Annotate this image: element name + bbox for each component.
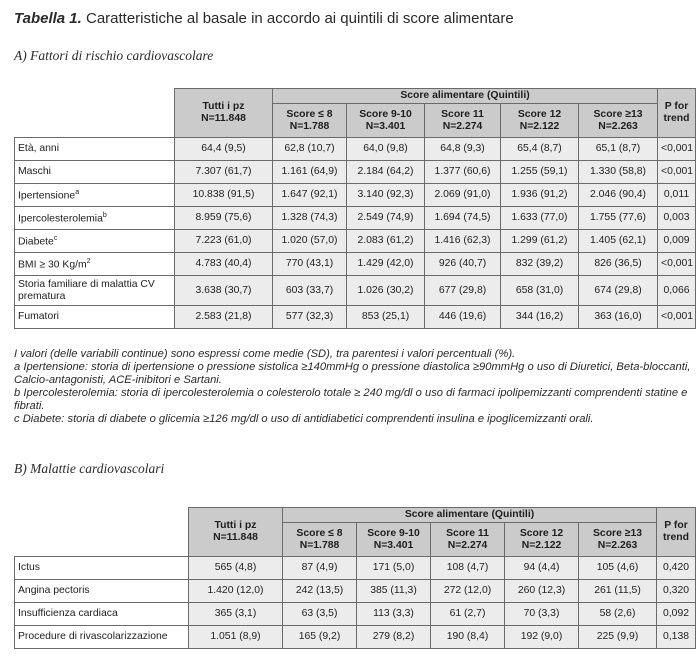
header-p-trend: P for trend (657, 508, 696, 557)
value-cell: 577 (32,3) (273, 306, 347, 329)
value-cell: 385 (11,3) (357, 580, 431, 603)
table-row (15, 230, 696, 253)
value-cell: 70 (3,3) (505, 603, 579, 626)
value-cell: 658 (31,0) (501, 276, 579, 306)
value-cell: 1.026 (30,2) (347, 276, 425, 306)
header-score-group: Score alimentare (Quintili) (283, 508, 657, 523)
value-cell: 603 (33,7) (273, 276, 347, 306)
note-a: a Ipertensione: storia di ipertensione o pressione sistolica ≥140mmHg o pressione diastolica ≥90mmHg o uso di Diuretici, Beta-bloccanti, Calcio-antagonisti, ACE-inibitori e Sartani. (14, 361, 691, 386)
p-value-cell: 0,011 (658, 184, 696, 207)
value-cell: 2.549 (74,9) (347, 207, 425, 230)
value-cell: 446 (19,6) (425, 306, 501, 329)
p-value-cell: 0,009 (658, 230, 696, 253)
p-value-cell: <0,001 (658, 161, 696, 184)
row-label: Storia familiare di malattia CV prematura (15, 276, 175, 306)
value-cell: 108 (4,7) (431, 557, 505, 580)
p-value-cell: 0,066 (658, 276, 696, 306)
value-cell: 8.959 (75,6) (175, 207, 273, 230)
p-value-cell: <0,001 (658, 253, 696, 276)
table-title (14, 10, 514, 27)
value-cell: 677 (29,8) (425, 276, 501, 306)
value-cell: 62,8 (10,7) (273, 138, 347, 161)
table-row (15, 161, 696, 184)
header-corner (15, 89, 175, 138)
value-cell: 1.377 (60,6) (425, 161, 501, 184)
value-cell: 7.307 (61,7) (175, 161, 273, 184)
value-cell: 2.069 (91,0) (425, 184, 501, 207)
value-cell: 365 (3,1) (189, 603, 283, 626)
p-value-cell: <0,001 (658, 138, 696, 161)
header-corner (15, 508, 189, 557)
value-cell: 1.936 (91,2) (501, 184, 579, 207)
value-cell: 65,1 (8,7) (579, 138, 658, 161)
header-score-col: Score 11 N=2.274 (431, 523, 505, 557)
note-c: c Diabete: storia di diabete o glicemia ≥126 mg/dl o uso di antidiabetici comprendenti insulina e ipoglicemizzanti orali. (14, 413, 594, 425)
row-label: Ictus (15, 557, 189, 580)
table-row (15, 138, 696, 161)
table-row (15, 626, 696, 649)
section-b-heading: B) Malattie cardiovascolari (14, 461, 165, 476)
header-score-col: Score 9-10 N=3.401 (357, 523, 431, 557)
value-cell: 64,0 (9,8) (347, 138, 425, 161)
value-cell: 1.255 (59,1) (501, 161, 579, 184)
value-cell: 1.694 (74,5) (425, 207, 501, 230)
value-cell: 4.783 (40,4) (175, 253, 273, 276)
header-score-col: Score ≥13 N=2.263 (579, 523, 657, 557)
row-label: Età, anni (15, 138, 175, 161)
value-cell: 1.020 (57,0) (273, 230, 347, 253)
p-value-cell: 0,138 (657, 626, 696, 649)
header-score-col: Score 11 N=2.274 (425, 104, 501, 138)
header-p-trend: P for trend (658, 89, 696, 138)
value-cell: 1.405 (62,1) (579, 230, 658, 253)
row-label: Fumatori (15, 306, 175, 329)
table-row (15, 603, 696, 626)
p-value-cell: 0,320 (657, 580, 696, 603)
value-cell: 192 (9,0) (505, 626, 579, 649)
value-cell: 2.083 (61,2) (347, 230, 425, 253)
header-score-col: Score 12 N=2.122 (501, 104, 579, 138)
value-cell: 826 (36,5) (579, 253, 658, 276)
value-cell: 1.647 (92,1) (273, 184, 347, 207)
value-cell: 1.330 (58,8) (579, 161, 658, 184)
header-score-col: Score ≤ 8 N=1.788 (283, 523, 357, 557)
value-cell: 10.838 (91,5) (175, 184, 273, 207)
value-cell: 363 (16,0) (579, 306, 658, 329)
p-value-cell: 0,420 (657, 557, 696, 580)
value-cell: 565 (4,8) (189, 557, 283, 580)
header-all-patients: Tutti i pz N=11.848 (175, 89, 273, 138)
value-cell: 63 (3,5) (283, 603, 357, 626)
p-value-cell: <0,001 (658, 306, 696, 329)
value-cell: 105 (4,6) (579, 557, 657, 580)
header-score-col: Score 12 N=2.122 (505, 523, 579, 557)
value-cell: 1.755 (77,6) (579, 207, 658, 230)
value-cell: 165 (9,2) (283, 626, 357, 649)
table-number: Tabella 1. (14, 10, 82, 27)
value-cell: 7.223 (61,0) (175, 230, 273, 253)
value-cell: 260 (12,3) (505, 580, 579, 603)
note-values: I valori (delle variabili continue) sono espressi come medie (SD), tra parentesi i valori percentuali (%). (14, 348, 516, 360)
row-label: Ipercolesterolemia$^b$ (15, 207, 175, 230)
table-notes (14, 348, 694, 426)
value-cell: 853 (25,1) (347, 306, 425, 329)
section-a-heading: A) Fattori di rischio cardiovascolare (14, 48, 214, 63)
value-cell: 1.416 (62,3) (425, 230, 501, 253)
table-row (15, 276, 696, 306)
value-cell: 1.051 (8,9) (189, 626, 283, 649)
table-row (15, 557, 696, 580)
value-cell: 1.299 (61,2) (501, 230, 579, 253)
value-cell: 261 (11,5) (579, 580, 657, 603)
value-cell: 2.046 (90,4) (579, 184, 658, 207)
value-cell: 1.633 (77,0) (501, 207, 579, 230)
row-label: Insufficienza cardiaca (15, 603, 189, 626)
risk-factors-table (14, 88, 696, 329)
row-label: Maschi (15, 161, 175, 184)
value-cell: 926 (40,7) (425, 253, 501, 276)
value-cell: 64,4 (9,5) (175, 138, 273, 161)
value-cell: 2.583 (21,8) (175, 306, 273, 329)
value-cell: 770 (43,1) (273, 253, 347, 276)
value-cell: 87 (4,9) (283, 557, 357, 580)
value-cell: 94 (4,4) (505, 557, 579, 580)
value-cell: 61 (2,7) (431, 603, 505, 626)
row-label: Angina pectoris (15, 580, 189, 603)
header-score-col: Score ≥13 N=2.263 (579, 104, 658, 138)
value-cell: 1.161 (64,9) (273, 161, 347, 184)
value-cell: 225 (9,9) (579, 626, 657, 649)
value-cell: 279 (8,2) (357, 626, 431, 649)
header-score-group: Score alimentare (Quintili) (273, 89, 658, 104)
value-cell: 242 (13,5) (283, 580, 357, 603)
table-row (15, 306, 696, 329)
value-cell: 272 (12,0) (431, 580, 505, 603)
p-value-cell: 0,003 (658, 207, 696, 230)
value-cell: 3.638 (30,7) (175, 276, 273, 306)
value-cell: 65,4 (8,7) (501, 138, 579, 161)
header-all-patients: Tutti i pz N=11.848 (189, 508, 283, 557)
value-cell: 1.429 (42,0) (347, 253, 425, 276)
table-title-text: Caratteristiche al basale in accordo ai quintili di score alimentare (85, 10, 514, 27)
value-cell: 190 (8,4) (431, 626, 505, 649)
table-row (15, 580, 696, 603)
row-label: Diabete$^c$ (15, 230, 175, 253)
row-label: Ipertensione$^a$ (15, 184, 175, 207)
header-score-col: Score 9-10 N=3.401 (347, 104, 425, 138)
header-score-col: Score ≤ 8 N=1.788 (273, 104, 347, 138)
value-cell: 674 (29,8) (579, 276, 658, 306)
value-cell: 58 (2,6) (579, 603, 657, 626)
value-cell: 171 (5,0) (357, 557, 431, 580)
value-cell: 1.328 (74,3) (273, 207, 347, 230)
note-b: b Ipercolesterolemia: storia di ipercolesterolemia o colesterolo totale ≥ 240 mg/dl o uso di farmaci ipolipemizzanti comprendenti statine e fibrati. (14, 387, 688, 412)
value-cell: 64,8 (9,3) (425, 138, 501, 161)
value-cell: 832 (39,2) (501, 253, 579, 276)
value-cell: 2.184 (64,2) (347, 161, 425, 184)
cardiovascular-diseases-table (14, 507, 696, 649)
table-row (15, 207, 696, 230)
table-row (15, 253, 696, 276)
row-label: BMI ≥ 30 $Kg/m^2$ (15, 253, 175, 276)
value-cell: 3.140 (92,3) (347, 184, 425, 207)
table-row (15, 184, 696, 207)
p-value-cell: 0,092 (657, 603, 696, 626)
value-cell: 344 (16,2) (501, 306, 579, 329)
value-cell: 1.420 (12,0) (189, 580, 283, 603)
value-cell: 113 (3,3) (357, 603, 431, 626)
row-label: Procedure di rivascolarizzazione (15, 626, 189, 649)
